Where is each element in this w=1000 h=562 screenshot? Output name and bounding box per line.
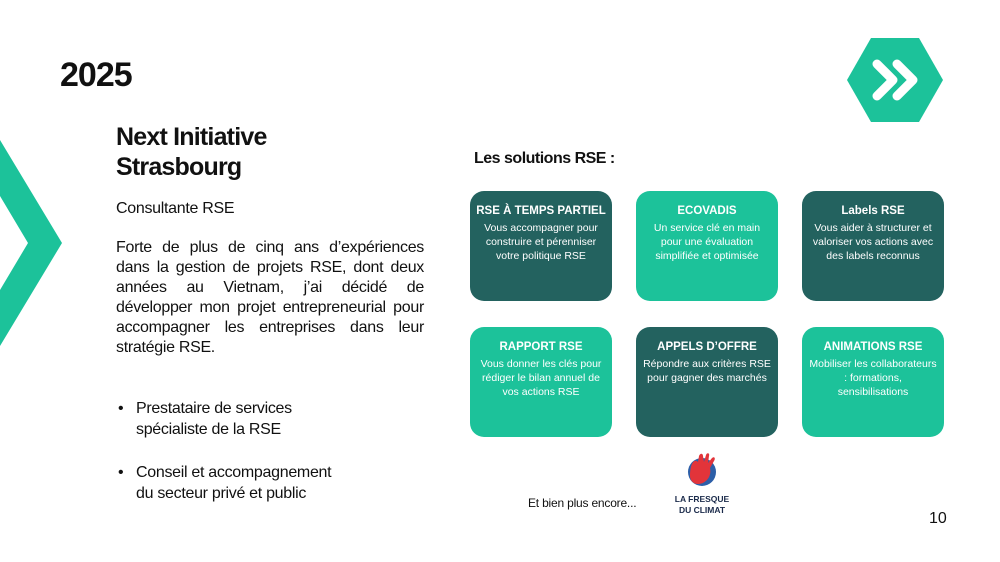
card-body: Vous donner les clés pour rédiger le bilan annuel de vos actions RSE [480, 358, 602, 398]
card-body: Répondre aux critères RSE pour gagner des marchés [643, 358, 771, 384]
fresque-line: LA FRESQUE [674, 494, 730, 504]
card-title: Labels RSE [841, 205, 905, 217]
bullet-item [116, 462, 396, 504]
bullet-icon: • [118, 464, 124, 481]
bullet-item [116, 398, 396, 440]
card-body: Vous accompagner pour construire et pérenniser votre politique RSE [484, 222, 598, 262]
card-body: Vous aider à structurer et valoriser vos actions avec des labels reconnus [812, 222, 934, 262]
bullet-line: Conseil et accompagnement [136, 464, 332, 481]
hand-globe-icon [682, 452, 722, 488]
bullet-list [116, 398, 396, 526]
solution-card-labels-rse [802, 191, 944, 301]
card-body: Mobiliser les collaborateurs : formations, sensibilisations [809, 358, 937, 398]
bullet-line: Prestataire de services [136, 400, 292, 417]
solution-card-rapport-rse [470, 327, 612, 437]
solution-card-appels-offre [636, 327, 778, 437]
card-title: ECOVADIS [677, 205, 737, 217]
solutions-heading: Les solutions RSE : [474, 150, 615, 167]
card-title: ANIMATIONS RSE [823, 341, 923, 353]
card-body: Un service clé en main pour une évaluation simplifiée et optimisée [653, 222, 761, 262]
title-line: Next Initiative [116, 123, 267, 151]
double-chevron-icon [847, 38, 943, 122]
fresque-du-climat-logo [672, 452, 732, 515]
subtitle: Consultante RSE [116, 200, 235, 217]
solution-card-ecovadis [636, 191, 778, 301]
bullet-line: du secteur privé et public [136, 485, 307, 502]
bullet-icon: • [118, 400, 124, 417]
page-title [116, 122, 376, 182]
bullet-line: spécialiste de la RSE [136, 421, 281, 438]
card-title: APPELS D’OFFRE [657, 341, 757, 353]
card-title: RSE À TEMPS PARTIEL [476, 205, 606, 217]
card-title: RAPPORT RSE [499, 341, 583, 353]
fresque-line: DU CLIMAT [678, 505, 726, 515]
solution-card-rse-temps-partiel [470, 191, 612, 301]
description-paragraph: Forte de plus de cinq ans d’expériences dans la gestion de projets RSE, dont deux années au Vietnam, j’ai décidé de développer mon projet entrepreneurial pour accompagner les entreprises dans leur stratégie RSE. [116, 239, 424, 356]
title-line: Strasbourg [116, 153, 242, 181]
page-number: 10 [929, 510, 947, 527]
chevron-right-icon [0, 140, 62, 346]
more-text: Et bien plus encore... [528, 496, 637, 510]
solution-card-animations-rse [802, 327, 944, 437]
year-heading: 2025 [60, 56, 132, 94]
